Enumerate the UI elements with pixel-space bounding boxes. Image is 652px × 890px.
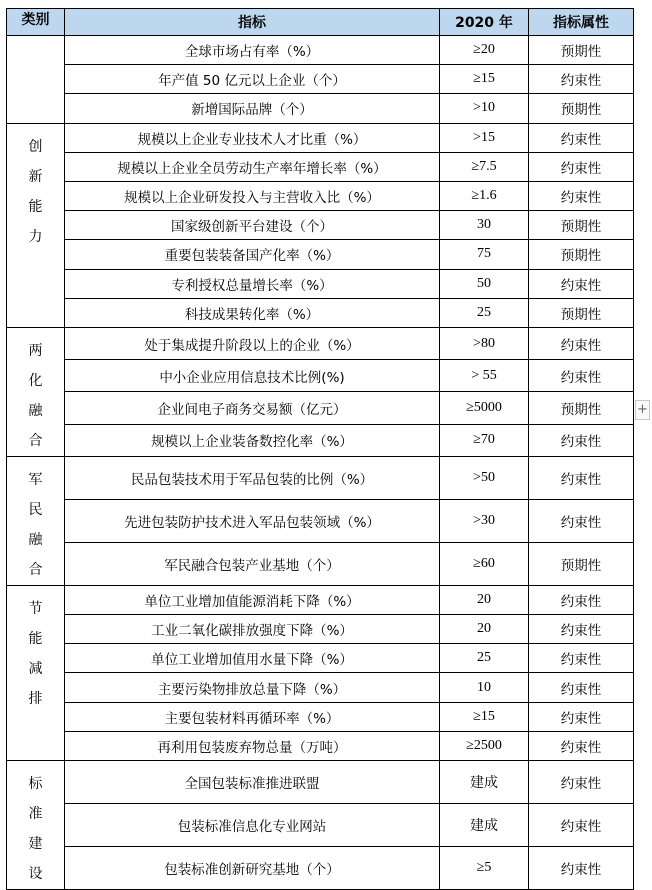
indicator-cell: 处于集成提升阶段以上的企业（%）	[65, 327, 440, 359]
attribute-cell: 约束性	[529, 456, 634, 499]
attribute-cell: 约束性	[529, 269, 634, 298]
attribute-cell: 预期性	[529, 392, 634, 424]
attribute-cell: 预期性	[529, 211, 634, 240]
target-value-cell: 50	[440, 269, 529, 298]
table-body	[7, 36, 634, 890]
attribute-cell: 约束性	[529, 327, 634, 359]
table-row	[7, 731, 634, 760]
header-attribute: 指标属性	[529, 9, 634, 36]
target-value-cell: > 55	[440, 360, 529, 392]
category-label: 创新能力	[28, 138, 43, 245]
target-value-cell: 20	[440, 585, 529, 614]
header-indicator: 指标	[65, 9, 440, 36]
category-label: 军民融合	[28, 471, 43, 578]
table-row	[7, 673, 634, 702]
target-value-cell: ≥20	[440, 36, 529, 65]
target-value-cell: 建成	[440, 761, 529, 804]
category-label: 节能减排	[28, 600, 43, 707]
category-cell	[7, 327, 65, 456]
table-row	[7, 392, 634, 424]
target-value-cell: ≥15	[440, 702, 529, 731]
indicator-cell: 企业间电子商务交易额（亿元）	[65, 392, 440, 424]
target-value-cell: 25	[440, 298, 529, 327]
indicator-table	[6, 8, 634, 890]
target-value-cell: >50	[440, 456, 529, 499]
target-value-cell: 10	[440, 673, 529, 702]
indicator-cell: 科技成果转化率（%）	[65, 298, 440, 327]
attribute-cell: 约束性	[529, 65, 634, 94]
attribute-cell: 预期性	[529, 240, 634, 269]
target-value-cell: ≥15	[440, 65, 529, 94]
table-row	[7, 36, 634, 65]
table-row	[7, 499, 634, 542]
indicator-cell: 年产值 50 亿元以上企业（个）	[65, 65, 440, 94]
target-value-cell: ≥7.5	[440, 152, 529, 181]
attribute-cell: 约束性	[529, 499, 634, 542]
target-value-cell: >80	[440, 327, 529, 359]
table-row	[7, 269, 634, 298]
table-row	[7, 456, 634, 499]
category-label: 标准建设	[28, 776, 43, 882]
attribute-cell: 预期性	[529, 298, 634, 327]
target-value-cell: ≥2500	[440, 731, 529, 760]
target-value-cell: >10	[440, 94, 529, 123]
indicator-cell: 工业二氧化碳排放强度下降（%）	[65, 615, 440, 644]
target-value-cell: ≥60	[440, 542, 529, 585]
attribute-cell: 约束性	[529, 360, 634, 392]
attribute-cell: 约束性	[529, 181, 634, 210]
attribute-cell: 约束性	[529, 615, 634, 644]
indicator-cell: 规模以上企业全员劳动生产率年增长率（%）	[65, 152, 440, 181]
indicator-cell: 单位工业增加值能源消耗下降（%）	[65, 585, 440, 614]
attribute-cell: 约束性	[529, 761, 634, 804]
table-row	[7, 702, 634, 731]
attribute-cell: 约束性	[529, 585, 634, 614]
table-row	[7, 211, 634, 240]
target-value-cell: >30	[440, 499, 529, 542]
table-header-row	[7, 9, 634, 36]
indicator-cell: 新增国际品牌（个）	[65, 94, 440, 123]
indicator-cell: 包装标准创新研究基地（个）	[65, 847, 440, 890]
attribute-cell: 预期性	[529, 36, 634, 65]
attribute-cell: 预期性	[529, 94, 634, 123]
indicator-cell: 中小企业应用信息技术比例(%)	[65, 360, 440, 392]
next-page-strip	[0, 816, 652, 825]
indicator-cell: 全国包装标准推进联盟	[65, 761, 440, 804]
target-value-cell: >15	[440, 123, 529, 152]
attribute-cell: 约束性	[529, 804, 634, 847]
table-row	[7, 761, 634, 804]
target-value-cell: 75	[440, 240, 529, 269]
indicator-cell: 再利用包装废弃物总量（万吨）	[65, 731, 440, 760]
indicator-cell: 主要污染物排放总量下降（%）	[65, 673, 440, 702]
header-year: 2020 年	[440, 9, 529, 36]
target-value-cell: 20	[440, 615, 529, 644]
attribute-cell: 预期性	[529, 542, 634, 585]
target-value-cell: ≥5000	[440, 392, 529, 424]
target-value-cell: 30	[440, 211, 529, 240]
attribute-cell: 约束性	[529, 424, 634, 456]
indicator-cell: 先进包装防护技术进入军品包装领域（%）	[65, 499, 440, 542]
attribute-cell: 约束性	[529, 644, 634, 673]
indicator-cell: 国家级创新平台建设（个）	[65, 211, 440, 240]
indicator-cell: 单位工业增加值用水量下降（%）	[65, 644, 440, 673]
table-row	[7, 585, 634, 614]
add-column-handle-icon[interactable]: +	[635, 400, 650, 420]
attribute-cell: 约束性	[529, 702, 634, 731]
category-cell	[7, 123, 65, 327]
table-row	[7, 152, 634, 181]
indicator-cell: 民品包装技术用于军品包装的比例（%）	[65, 456, 440, 499]
table-row	[7, 615, 634, 644]
table-row	[7, 65, 634, 94]
attribute-cell: 约束性	[529, 731, 634, 760]
table-row	[7, 804, 634, 847]
attribute-cell: 约束性	[529, 152, 634, 181]
table-row	[7, 360, 634, 392]
table-row	[7, 298, 634, 327]
category-cell	[7, 585, 65, 760]
table-row	[7, 644, 634, 673]
indicator-cell: 专利授权总量增长率（%）	[65, 269, 440, 298]
attribute-cell: 约束性	[529, 123, 634, 152]
table-row	[7, 542, 634, 585]
indicator-cell: 包装标准信息化专业网站	[65, 804, 440, 847]
table-row	[7, 327, 634, 359]
category-label: 两化融合	[28, 342, 43, 449]
category-cell	[7, 456, 65, 585]
header-category: 类别	[7, 9, 65, 36]
target-value-cell: 建成	[440, 804, 529, 847]
table-row	[7, 94, 634, 123]
category-cell	[7, 36, 65, 124]
indicator-cell: 规模以上企业装备数控化率（%）	[65, 424, 440, 456]
target-value-cell: 25	[440, 644, 529, 673]
attribute-cell: 约束性	[529, 847, 634, 890]
indicator-cell: 全球市场占有率（%）	[65, 36, 440, 65]
indicator-cell: 规模以上企业研发投入与主营收入比（%）	[65, 181, 440, 210]
table-row	[7, 240, 634, 269]
table-row	[7, 847, 634, 890]
table-row	[7, 181, 634, 210]
table-row	[7, 424, 634, 456]
category-cell	[7, 761, 65, 890]
indicator-cell: 军民融合包装产业基地（个）	[65, 542, 440, 585]
indicator-cell: 重要包装装备国产化率（%）	[65, 240, 440, 269]
target-value-cell: ≥5	[440, 847, 529, 890]
table-row	[7, 123, 634, 152]
target-value-cell: ≥70	[440, 424, 529, 456]
indicator-cell: 主要包装材料再循环率（%）	[65, 702, 440, 731]
attribute-cell: 约束性	[529, 673, 634, 702]
target-value-cell: ≥1.6	[440, 181, 529, 210]
indicator-cell: 规模以上企业专业技术人才比重（%）	[65, 123, 440, 152]
